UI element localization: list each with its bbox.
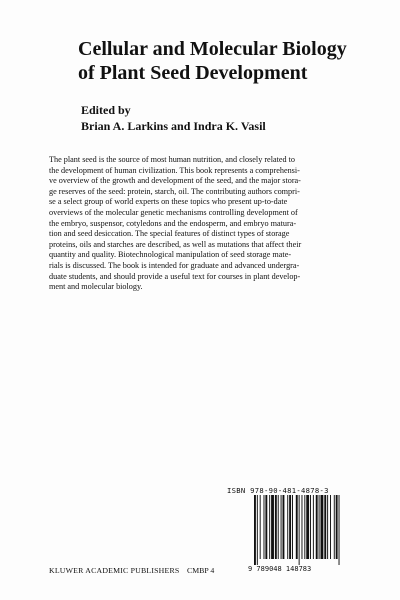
- barcode-bar: [334, 495, 335, 559]
- barcode-bar: [324, 495, 326, 559]
- barcode-bar: [289, 495, 291, 559]
- barcode-bar: [319, 495, 320, 559]
- description-line: rials is discussed. The book is intended for graduate and advanced undergra-: [49, 260, 300, 270]
- barcode-bar: [296, 495, 298, 559]
- barcode-bar: [264, 495, 265, 559]
- description-line: ge reserves of the seed: protein, starch, oil. The contributing authors compri-: [49, 186, 300, 196]
- description-line: the development of human civilization. This book represents a comprehensi-: [49, 165, 300, 175]
- book-title-line-2: of Plant Seed Development: [78, 62, 308, 84]
- edited-by-label: Edited by: [81, 103, 131, 117]
- barcode-bar: [269, 495, 270, 559]
- book-title-line-1: Cellular and Molecular Biology: [78, 38, 347, 60]
- barcode-bars: [252, 495, 372, 565]
- description-line: quantity and quality. Biotechnological manipulation of seed storage mate-: [49, 250, 292, 260]
- description-line: se a select group of world experts on these topics who present up-to-date: [49, 197, 288, 207]
- description-line: tion and seed desiccation. The special features of distinct types of storage: [49, 229, 290, 239]
- barcode-bar: [313, 495, 314, 559]
- barcode-bar: [316, 495, 318, 559]
- barcode-bar: [339, 495, 340, 565]
- barcode-bar: [304, 495, 305, 559]
- publisher-name: KLUWER ACADEMIC PUBLISHERS: [49, 566, 180, 575]
- barcode-bar: [310, 495, 311, 559]
- book-title: [78, 37, 378, 85]
- barcode-bar: [278, 495, 279, 559]
- barcode-bar: [275, 495, 277, 559]
- barcode-bar: [330, 495, 331, 559]
- barcode-bar: [271, 495, 274, 559]
- barcode-bar: [321, 495, 324, 559]
- description-line: proteins, oils and starches are described, as well as mutations that affect their: [49, 239, 302, 249]
- barcode-bar: [254, 495, 256, 565]
- isbn-label: ISBN 978-90-481-4878-3: [227, 486, 329, 495]
- editors-names: Brian A. Larkins and Indra K. Vasil: [81, 119, 266, 133]
- barcode-digits: 9 789048 148783: [248, 565, 312, 573]
- description-line: The plant seed is the source of most human nutrition, and closely related to: [49, 155, 296, 164]
- barcode-bar: [292, 495, 293, 559]
- barcode-bar: [265, 495, 267, 559]
- description-line: ment and molecular biology.: [49, 282, 143, 292]
- barcode-bar: [287, 495, 288, 559]
- barcode-bar: [302, 495, 303, 559]
- series-code: CMBP 4: [187, 566, 215, 575]
- barcode-bar: [306, 495, 309, 559]
- description-line: overviews of the molecular genetic mechanisms controlling development of: [49, 207, 298, 217]
- barcode-bar: [299, 495, 300, 565]
- barcode-bar: [327, 495, 328, 559]
- book-description: [49, 155, 369, 293]
- barcode-bar: [283, 495, 285, 559]
- description-line: ve overview of the growth and development of the seed, and the major stora-: [49, 176, 301, 186]
- description-line: the embryo, suspensor, cotyledons and the endosperm, and embryo matura-: [49, 218, 297, 228]
- barcode-bar: [257, 495, 258, 565]
- description-line: duate students, and should provide a useful text for courses in plant develop-: [49, 271, 301, 281]
- barcode-bar: [336, 495, 338, 559]
- barcode-bar: [281, 495, 282, 559]
- barcode-bar: [260, 495, 261, 559]
